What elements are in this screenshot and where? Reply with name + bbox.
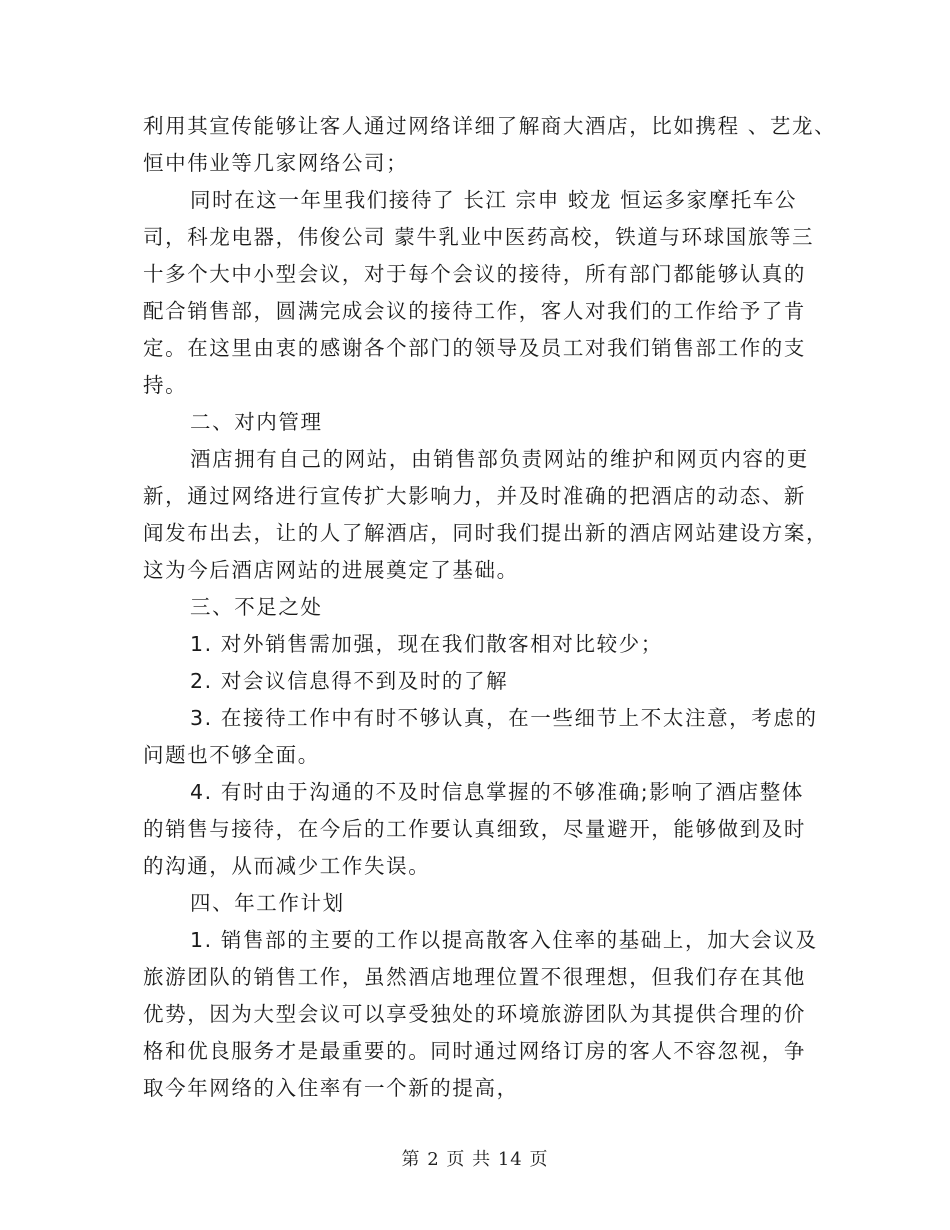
paragraph-line: 新，通过网络进行宣传扩大影响力，并及时准确的把酒店的动态、新 xyxy=(143,484,806,508)
paragraph-line: 取今年网络的入住率有一个新的提高， xyxy=(143,1076,519,1100)
page-number-footer: 第 2 页 共 14 页 xyxy=(401,1149,549,1170)
paragraph-line: 格和优良服务才是最重要的。同时通过网络订房的客人不容忽视，争 xyxy=(143,1039,806,1063)
paragraph-line: 酒店拥有自己的网站，由销售部负责网站的维护和网页内容的更 xyxy=(190,447,809,471)
list-item: 1. 对外销售需加强，现在我们散客相对比较少； xyxy=(190,632,663,656)
list-item: 1. 销售部的主要的工作以提高散客入住率的基础上，加大会议及 xyxy=(190,928,818,952)
paragraph-line: 持。 xyxy=(143,373,188,397)
paragraph-line: 利用其宣传能够让客人通过网络详细了解商大酒店，比如携程 、艺龙、 xyxy=(143,114,837,138)
paragraph-line: 问题也不够全面。 xyxy=(143,743,320,767)
paragraph-line: 定。在这里由衷的感谢各个部门的领导及员工对我们销售部工作的支 xyxy=(143,336,806,360)
section-heading: 四、年工作计划 xyxy=(190,891,345,915)
list-item: 4. 有时由于沟通的不及时信息掌握的不够准确;影响了酒店整体 xyxy=(190,780,804,804)
list-item: 2. 对会议信息得不到及时的了解 xyxy=(190,669,509,693)
paragraph-line: 配合销售部，圆满完成会议的接待工作，客人对我们的工作给予了肯 xyxy=(143,299,806,323)
paragraph-line: 同时在这一年里我们接待了 长江 宗申 蛟龙 恒运多家摩托车公 xyxy=(190,188,798,212)
paragraph-line: 旅游团队的销售工作，虽然酒店地理位置不很理想，但我们存在其他 xyxy=(143,965,806,989)
list-item: 3. 在接待工作中有时不够认真，在一些细节上不太注意，考虑的 xyxy=(190,706,818,730)
section-heading: 二、对内管理 xyxy=(190,410,323,434)
paragraph-line: 司，科龙电器，伟俊公司 蒙牛乳业中医药高校，铁道与环球国旅等三 xyxy=(143,225,815,249)
paragraph-line: 恒中伟业等几家网络公司； xyxy=(143,151,409,175)
paragraph-line: 闻发布出去，让的人了解酒店，同时我们提出新的酒店网站建设方案， xyxy=(143,521,829,545)
paragraph-line: 的沟通，从而减少工作失误。 xyxy=(143,854,431,878)
paragraph-line: 十多个大中小型会议，对于每个会议的接待，所有部门都能够认真的 xyxy=(143,262,806,286)
paragraph-line: 这为今后酒店网站的进展奠定了基础。 xyxy=(143,558,519,582)
section-heading: 三、不足之处 xyxy=(190,595,323,619)
paragraph-line: 的销售与接待，在今后的工作要认真细致，尽量避开，能够做到及时 xyxy=(143,817,806,841)
paragraph-line: 优势，因为大型会议可以享受独处的环境旅游团队为其提供合理的价 xyxy=(143,1002,806,1026)
